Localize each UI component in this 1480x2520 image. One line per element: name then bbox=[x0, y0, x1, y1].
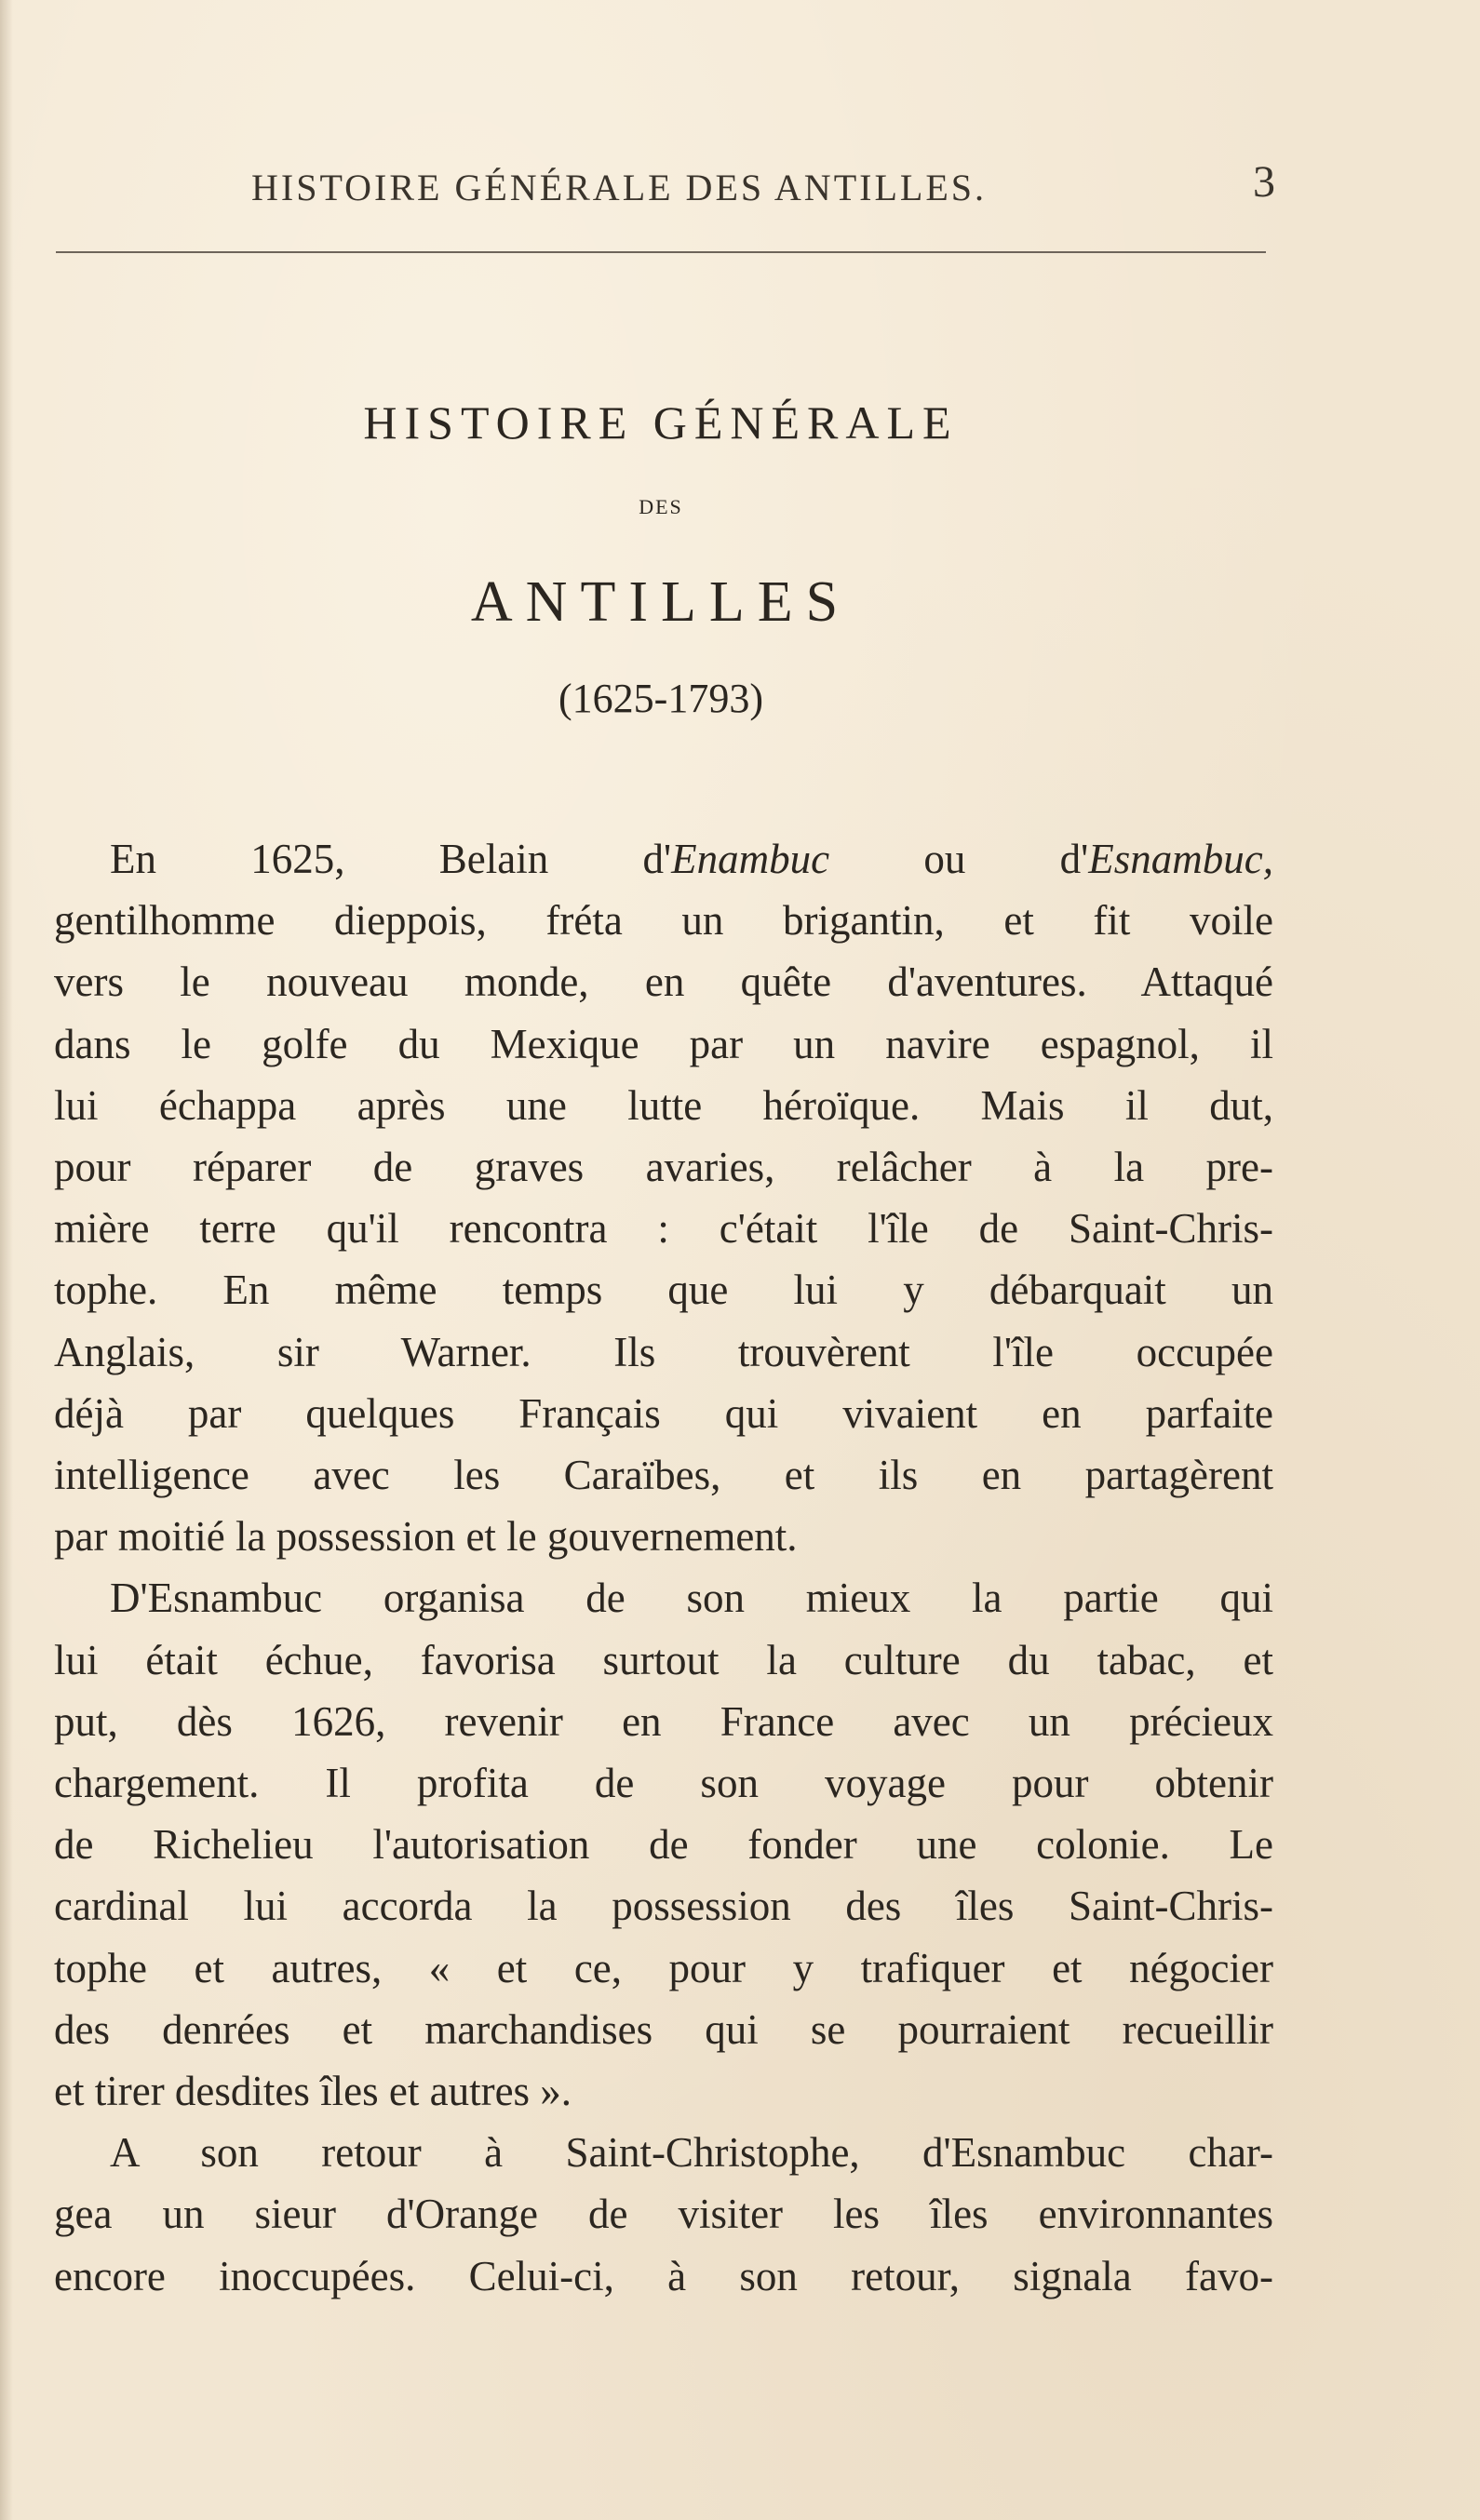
text-span: En 1625, Belain bbox=[110, 836, 643, 882]
chapter-title-line1: HISTOIRE GÉNÉRALE bbox=[363, 396, 959, 449]
page-gutter-shadow bbox=[0, 0, 13, 2520]
text-line: pour réparer de graves avaries, relâcher à la pre- bbox=[54, 1144, 1273, 1191]
chapter-title-line3: ANTILLES bbox=[470, 570, 852, 634]
text-line: et tirer desdites îles et autres ». bbox=[54, 2068, 572, 2115]
text-line: lui échappa après une lutte héroïque. Mais il dut, bbox=[54, 1081, 1273, 1129]
text-line: intelligence avec les Caraïbes, et ils en partagèrent bbox=[54, 1452, 1273, 1499]
text-line: gea un sieur d'Orange de visiter les îles environnantes bbox=[54, 2191, 1273, 2238]
text-line: tophe et autres, « et ce, pour y trafiquer et négocier bbox=[54, 1944, 1273, 1991]
text-line: des denrées et marchandises qui se pourraient recueillir bbox=[54, 2005, 1273, 2053]
chapter-title-line2: DES bbox=[639, 495, 683, 518]
text-line: A son retour à Saint-Christophe, d'Esnambuc char- bbox=[110, 2129, 1273, 2177]
text-line: lui était échue, favorisa surtout la culture du tabac, et bbox=[54, 1636, 1273, 1683]
paragraph-2 bbox=[54, 1567, 1273, 2122]
text-line: par moitié la possession et le gouvernement. bbox=[54, 1513, 798, 1561]
italic-name: Enambuc bbox=[671, 836, 830, 882]
italic-name: Esnambuc, bbox=[1088, 836, 1273, 882]
text-line: Anglais, sir Warner. Ils trouvèrent l'île occupée bbox=[54, 1328, 1273, 1375]
text-line: put, dès 1626, revenir en France avec un précieux bbox=[54, 1697, 1273, 1745]
text-span: d' bbox=[1059, 836, 1089, 882]
text-line: de Richelieu l'autorisation de fonder une colonie. Le bbox=[54, 1821, 1273, 1869]
text-line: encore inoccupées. Celui-ci, à son retour, signala favo- bbox=[54, 2252, 1273, 2299]
text-line: mière terre qu'il rencontra : c'était l'île de Saint-Chris- bbox=[54, 1205, 1273, 1253]
text-span: d' bbox=[642, 836, 672, 882]
text-line: gentilhomme dieppois, fréta un brigantin, et fit voile bbox=[54, 897, 1273, 945]
page-number: 3 bbox=[1253, 157, 1275, 207]
text-line: cardinal lui accorda la possession des îles Saint-Chris- bbox=[54, 1883, 1273, 1930]
header-rule bbox=[56, 251, 1266, 253]
text-line: dans le golfe du Mexique par un navire espagnol, il bbox=[54, 1020, 1273, 1067]
text-line: chargement. Il profita de son voyage pour obtenir bbox=[54, 1760, 1273, 1807]
text-span: ou bbox=[829, 836, 1060, 882]
chapter-title-dates: (1625-1793) bbox=[558, 676, 763, 721]
text-line: vers le nouveau monde, en quête d'aventures. Attaqué bbox=[54, 958, 1273, 1006]
text-line bbox=[54, 828, 1273, 890]
paragraph-3 bbox=[54, 2122, 1273, 2307]
text-line: tophe. En même temps que lui y débarquait un bbox=[54, 1267, 1273, 1314]
body-text bbox=[54, 828, 1273, 2307]
text-line: D'Esnambuc organisa de son mieux la partie qui bbox=[110, 1575, 1273, 1622]
running-header-title: HISTOIRE GÉNÉRALE DES ANTILLES. bbox=[251, 167, 987, 208]
text-line: déjà par quelques Français qui vivaient en parfaite bbox=[54, 1389, 1273, 1437]
paragraph-1 bbox=[54, 828, 1273, 1567]
